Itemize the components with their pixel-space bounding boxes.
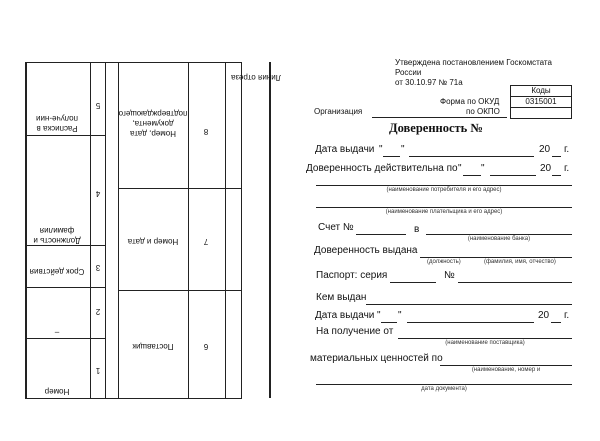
cut-line [269,62,271,398]
passport-year-line [551,322,561,323]
supplier-line [398,338,572,339]
passport-year-suffix: г. [564,310,570,321]
issue-date-quote-close: " [401,144,405,155]
consumer-caption: (наименование потребителя и его адрес) [386,187,502,193]
organization-label: Организация [314,107,363,116]
issued-by-label: Кем выдан [316,292,367,303]
approval-line: России [395,68,422,77]
issue-date-quote-open: " [379,144,383,155]
issued-to-line [420,257,572,258]
okud-label: Форма по ОКУД [440,97,500,106]
materials-label: материальных ценностей по [310,353,443,364]
bank-line [426,234,572,235]
materials-line [440,365,572,366]
stub-col-num: 4 [95,189,101,198]
valid-month-line [490,175,536,176]
passport-series-line [390,282,436,283]
stub-header-num-date: Номер и дата [127,237,179,246]
passport-number-line [458,282,572,283]
organization-line [372,117,507,118]
stub-col-num: 7 [203,237,209,246]
valid-until-quote-open: " [458,163,462,174]
account-line [356,234,406,235]
codes-header: Коды [511,86,571,97]
okud-code: 0315001 [511,97,571,108]
issued-to-label: Доверенность выдана [314,245,418,256]
issue-year-prefix: 20 [539,144,551,155]
passport-date-quote-open: " [377,310,381,321]
stub-header-doc: Номер, дата документа, подтверждающего [118,109,188,138]
issued-by-line [366,304,572,305]
valid-until-label: Доверенность действительна по [306,163,458,174]
doc-caption: дата документа) [421,386,467,392]
stub-col-num: 8 [203,127,209,136]
passport-date-label: Дата выдачи [315,310,375,321]
okpo-code [511,108,571,118]
payer-caption: (наименование плательщика и его адрес) [385,209,503,215]
issue-year-suffix: г. [564,144,570,155]
issue-month-line [409,156,534,157]
doc-caption: (наименование, номер и [471,367,541,373]
bank-caption: (наименование банка) [467,236,531,242]
stub-header-position: Должность и фамилия [33,226,81,245]
codes-box [510,85,572,119]
payer-line [316,207,572,208]
passport-year-prefix: 20 [538,310,550,321]
account-label: Счет № [318,222,354,233]
stub-col-num: 2 [95,307,101,316]
stub-header-validity: Срок действия [29,267,85,276]
stub-col-num: 5 [95,101,101,110]
passport-number-sign: № [444,270,455,281]
consumer-line [316,185,572,186]
name-caption: (фамилия, имя, отчество) [484,259,556,265]
passport-date-quote-close: " [398,310,402,321]
receive-from-label: На получение от [316,326,394,337]
passport-label: Паспорт: серия [316,270,388,281]
passport-month-line [407,322,534,323]
doc-line [316,384,572,385]
stub-header-supplier: Поставщик [132,342,174,351]
valid-year-prefix: 20 [540,163,552,174]
stub-header-receipt: Расписка в получе-нии [36,114,78,133]
in-label: в [414,224,420,235]
stub-header-dash: – [54,328,60,337]
supplier-caption: (наименование поставщика) [445,340,525,346]
form-title: Доверенность № [389,121,483,135]
valid-day-line [463,175,481,176]
issue-year-line [552,156,561,157]
cut-line-label: Линия отреза [231,73,281,82]
approval-line: от 30.10.97 № 71а [395,78,463,87]
stub-header-number: Номер [44,387,70,396]
stub-col-num: 6 [203,342,209,351]
issue-day-line [383,156,400,157]
issue-date-label: Дата выдачи [315,144,375,155]
valid-until-quote-close: " [481,163,485,174]
position-caption: (должность) [427,259,461,265]
valid-year-suffix: г. [564,163,570,174]
approval-line: Утверждена постановлением Госкомстата [395,58,552,67]
stub-col-num: 3 [95,263,101,272]
valid-year-line [552,175,561,176]
stub-col-num: 1 [95,366,101,375]
okpo-label: по ОКПО [466,107,500,116]
passport-day-line [381,322,397,323]
